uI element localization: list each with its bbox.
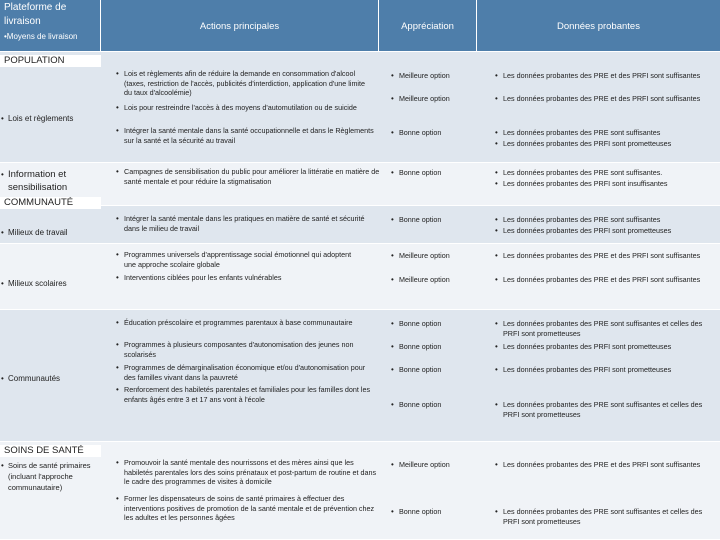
action-soins-1: • Promouvoir la santé mentale des nourrissons et des mères ainsi que les habiletés parentales lors des soins prénataux et post-partum de routine et dans le cadre des programmes de visites à domicile: [116, 458, 377, 487]
bullet-icon: •: [391, 168, 394, 177]
donnees-information-2: • Les données probantes des PRFI sont insuffisantes: [495, 179, 668, 188]
bullet-icon: •: [391, 251, 394, 260]
action-communautes-3: • Programmes de démarginalisation économique et/ou d'autonomisation pour des familles vivant dans la pauvreté: [116, 363, 366, 382]
bullet-icon: •: [495, 342, 498, 351]
bullet-icon: •: [1, 114, 4, 123]
bullet-icon: •: [116, 340, 119, 349]
bullet-icon: •: [116, 69, 119, 78]
bullet-icon: •: [391, 128, 394, 137]
donnees-soins-2: • Les données probantes des PRE sont suffisantes et celles des PRFI sont prometteuses: [495, 507, 703, 526]
donnees-communautes-3: • Les données probantes des PRFI sont prometteuses: [495, 365, 672, 374]
donnees-soins-1: • Les données probantes des PRE et des PRFI sont suffisantes: [495, 460, 701, 469]
bullet-icon: •: [1, 279, 4, 288]
bullet-icon: •: [495, 128, 498, 137]
bullet-icon: •: [391, 400, 394, 409]
section-communaute: COMMUNAUTÉ: [0, 197, 101, 209]
bullet-icon: •: [495, 275, 498, 284]
bullet-icon: •: [116, 494, 119, 503]
action-communautes-1: • Éducation préscolaire et programmes parentaux à base communautaire: [116, 318, 353, 327]
donnees-lois-3: • Les données probantes des PRE sont suffisantes: [495, 128, 661, 137]
appreciation-communautes-2: • Bonne option: [391, 342, 442, 351]
donnees-communautes-2: • Les données probantes des PRFI sont prometteuses: [495, 342, 672, 351]
action-scolaires-2: • Interventions ciblées pour les enfants vulnérables: [116, 273, 282, 282]
action-scolaires-1: • Programmes universels d'apprentissage social émotionnel qui adoptent une approche scolaire globale: [116, 250, 352, 269]
appreciation-soins-1: • Meilleure option: [391, 460, 450, 469]
donnees-information-1: • Les données probantes des PRE sont suffisantes.: [495, 168, 663, 177]
action-information-1: • Campagnes de sensibilisation du public pour améliorer la littératie en matière de santé mentale et pour réduire la stigmatisation: [116, 167, 380, 186]
donnees-lois-4: • Les données probantes des PRFI sont prometteuses: [495, 139, 672, 148]
bullet-icon: •: [116, 458, 119, 467]
bullet-icon: •: [116, 363, 119, 372]
bullet-icon: •: [391, 94, 394, 103]
bullet-icon: •: [495, 365, 498, 374]
bullet-icon: •: [495, 400, 498, 409]
bullet-icon: •: [495, 94, 498, 103]
header-appreciation-cell: [379, 0, 477, 52]
bullet-icon: •: [1, 374, 4, 383]
header-caption-cell: [0, 0, 101, 52]
bullet-icon: •: [391, 319, 394, 328]
bullet-icon: •: [116, 126, 119, 135]
row-label-lois: • Lois et règlements: [1, 114, 74, 123]
bullet-icon: •: [495, 179, 498, 188]
appreciation-lois-1: • Meilleure option: [391, 71, 450, 80]
bullet-icon: •: [391, 507, 394, 516]
bullet-icon: •: [495, 507, 498, 516]
bullet-icon: •: [116, 385, 119, 394]
row-label-communautes: • Communautés: [1, 374, 61, 383]
bullet-icon: •: [495, 319, 498, 328]
bullet-icon: •: [495, 251, 498, 260]
appreciation-soins-2: • Bonne option: [391, 507, 442, 516]
bullet-icon: •: [495, 226, 498, 235]
bullet-icon: •: [495, 71, 498, 80]
appreciation-travail-1: • Bonne option: [391, 215, 442, 224]
col-actions-title: Actions principales: [199, 21, 280, 32]
action-lois-1: • Lois et règlements afin de réduire la demande en consommation d'alcool (taxes, restriction de l'accès, publicités d'interdiction, application d'une limite du taux d'alcoolémie): [116, 69, 366, 98]
action-lois-2: • Lois pour restreindre l'accès à des moyens d'automutilation ou de suicide: [116, 103, 357, 112]
section-soins: SOINS DE SANTÉ: [0, 445, 101, 457]
bullet-icon: •: [116, 250, 119, 259]
bullet-icon: •: [495, 168, 498, 177]
header-donnees-cell: [477, 0, 720, 52]
row-label-soins-primaires: • Soins de santé primaires (incluant l'approche communautaire): [1, 461, 91, 492]
action-soins-2: • Former les dispensateurs de soins de santé primaires à effectuer des interventions positives de promotion de la santé mentale et de prévention chez les adultes et les personnes âgées: [116, 494, 375, 523]
appreciation-communautes-4: • Bonne option: [391, 400, 442, 409]
donnees-travail-1: • Les données probantes des PRE sont suffisantes: [495, 215, 661, 224]
bullet-icon: •: [116, 103, 119, 112]
action-communautes-4: • Renforcement des habiletés parentales et familiales pour les familles dont les enfants âgés entre 3 et 17 ans vont à l'école: [116, 385, 371, 404]
bullet-icon: •: [391, 460, 394, 469]
donnees-lois-1: • Les données probantes des PRE et des PRFI sont suffisantes: [495, 71, 701, 80]
appreciation-lois-2: • Meilleure option: [391, 94, 450, 103]
donnees-communautes-1: • Les données probantes des PRE sont suffisantes et celles des PRFI sont prometteuses: [495, 319, 703, 338]
row-label-information: • Information et sensibilisation: [1, 169, 68, 193]
appreciation-lois-3: • Bonne option: [391, 128, 442, 137]
bullet-icon: •: [391, 71, 394, 80]
caption: Plateforme de livraison: [4, 2, 67, 27]
section-population: POPULATION: [0, 55, 101, 67]
appreciation-communautes-3: • Bonne option: [391, 365, 442, 374]
caption-sub: •Moyens de livraison: [4, 32, 78, 41]
donnees-travail-2: • Les données probantes des PRFI sont prometteuses: [495, 226, 672, 235]
appreciation-communautes-1: • Bonne option: [391, 319, 442, 328]
bullet-icon: •: [116, 167, 119, 176]
header-actions-cell: [101, 0, 379, 52]
row-label-scolaires: • Milieux scolaires: [1, 279, 67, 288]
action-communautes-2: • Programmes à plusieurs composantes d'autonomisation des jeunes non scolarisés: [116, 340, 354, 359]
bullet-icon: •: [1, 170, 4, 179]
donnees-lois-2: • Les données probantes des PRE et des PRFI sont suffisantes: [495, 94, 701, 103]
action-lois-3: • Intégrer la santé mentale dans la santé occupationnelle et dans le Règlements sur la santé et la sécurité au travail: [116, 126, 374, 145]
bullet-icon: •: [391, 215, 394, 224]
appreciation-information-1: • Bonne option: [391, 168, 442, 177]
action-travail-1: • Intégrer la santé mentale dans les pratiques en matière de santé et sécurité dans le milieu de travail: [116, 214, 365, 233]
appreciation-scolaires-2: • Meilleure option: [391, 275, 450, 284]
donnees-communautes-4: • Les données probantes des PRE sont suffisantes et celles des PRFI sont prometteuses: [495, 400, 703, 419]
bullet-icon: •: [116, 214, 119, 223]
bullet-icon: •: [1, 461, 4, 470]
col-donnees-title: Données probantes: [557, 21, 640, 32]
bullet-icon: •: [391, 365, 394, 374]
bullet-icon: •: [495, 139, 498, 148]
bullet-icon: •: [1, 228, 4, 237]
col-appreciation-title: Appréciation: [401, 21, 454, 32]
row-label-travail: • Milieux de travail: [1, 228, 68, 237]
bullet-icon: •: [391, 342, 394, 351]
donnees-scolaires-1: • Les données probantes des PRE et des PRFI sont suffisantes: [495, 251, 701, 260]
bullet-icon: •: [116, 318, 119, 327]
donnees-scolaires-2: • Les données probantes des PRE et des PRFI sont suffisantes: [495, 275, 701, 284]
bullet-icon: •: [391, 275, 394, 284]
appreciation-scolaires-1: • Meilleure option: [391, 251, 450, 260]
bullet-icon: •: [116, 273, 119, 282]
bullet-icon: •: [495, 215, 498, 224]
bullet-icon: •: [495, 460, 498, 469]
